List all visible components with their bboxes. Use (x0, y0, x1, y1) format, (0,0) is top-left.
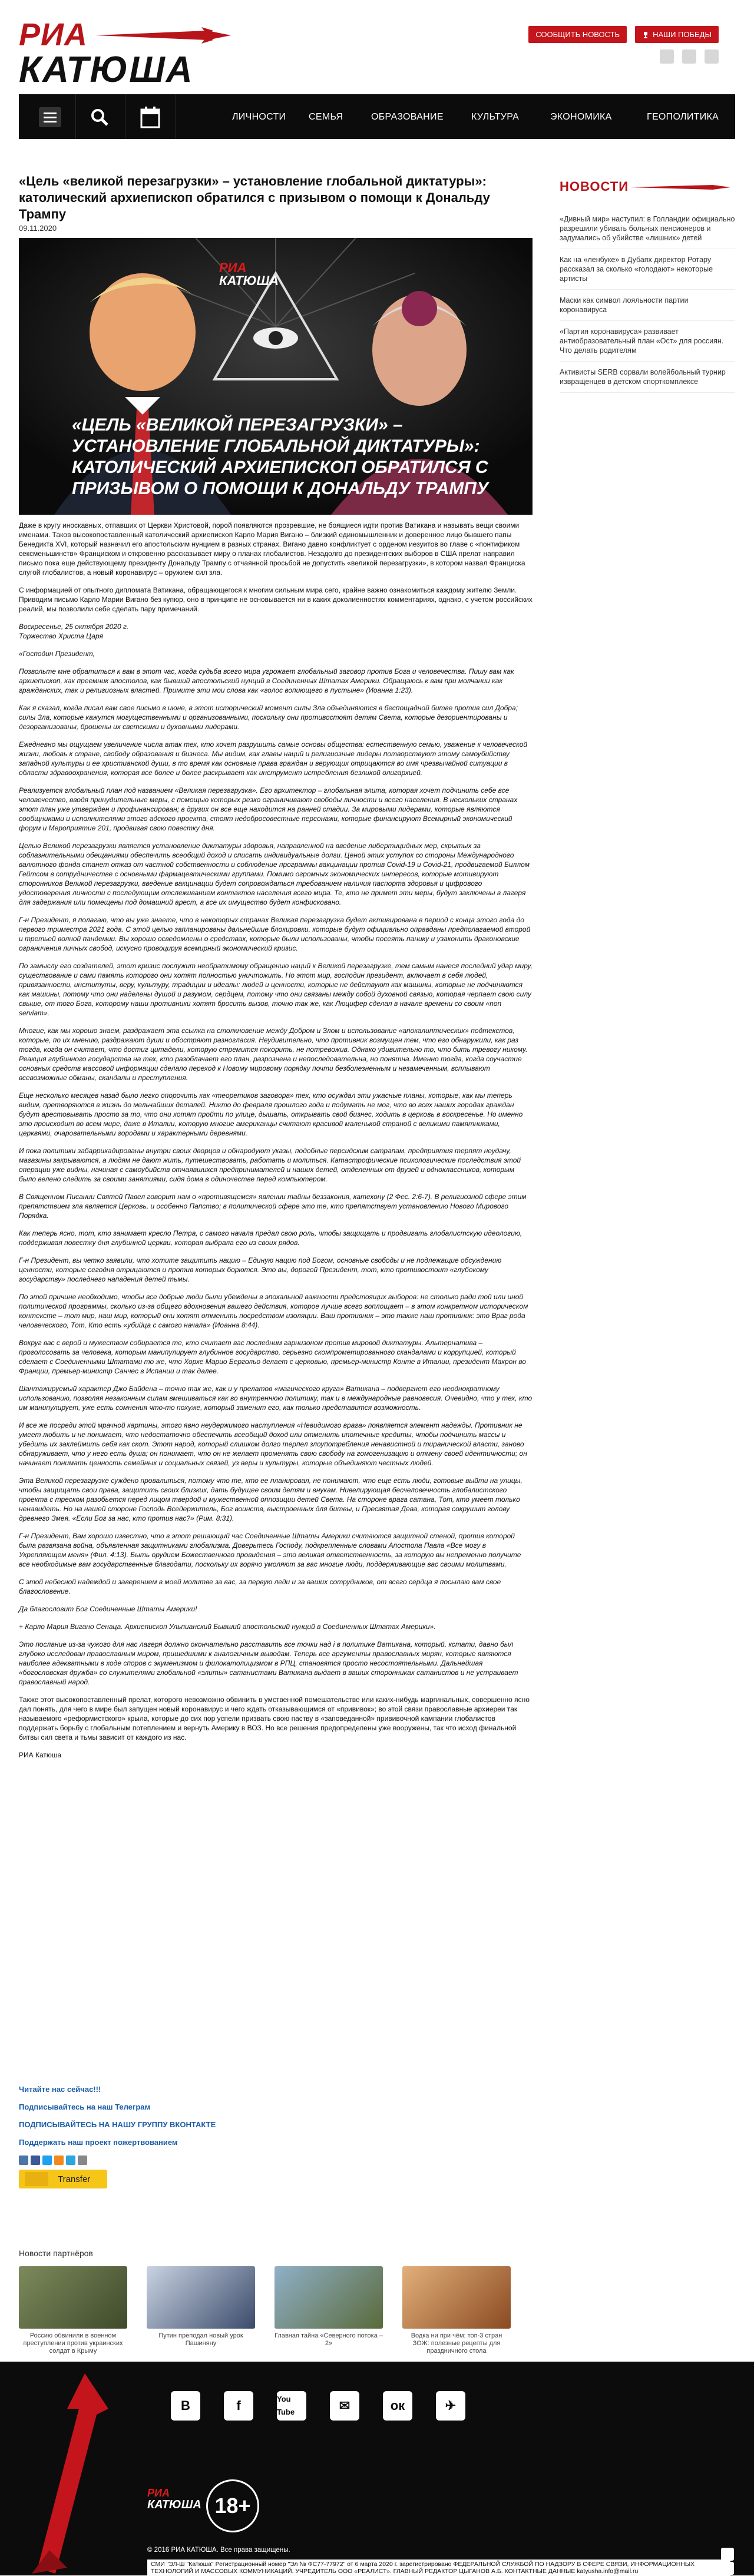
read-us-link[interactable]: Читайте нас сейчас!!! (19, 2085, 101, 2094)
hero-brand-line2: КАТЮША (219, 273, 279, 288)
partner-caption: Путин преподал новый урок Пашиняну (158, 2332, 243, 2347)
hero-caption: «ЦЕЛЬ «ВЕЛИКОЙ ПЕРЕЗАГРУЗКИ» – УСТАНОВЛЕНИЕ ГЛОБАЛЬНОЙ ДИКТАТУРЫ»: КАТОЛИЧЕСКИЙ АРХИЕПИСКОП ОБРАТИЛСЯ С ПРИЗЫВОМ О ПОМОЩИ К ДОНАЛЬДУ ТРАМПУ (72, 415, 489, 498)
sidebar-news-item[interactable]: Активисты SERB сорвали волейбольный турнир извращенцев в детском спорткомплексе (560, 362, 735, 393)
article-paragraph: «Господин Президент, (19, 650, 95, 658)
article-paragraph: Как теперь ясно, тот, кто занимает кресло Петра, с самого начала предал свою роль, чтобы защищать и продвигать глобалистскую идеологию, поддерживая повестку дня глубинной церкви, которая выбрала его из своих рядов. (19, 1229, 522, 1247)
rocket-icon (14, 2373, 132, 2574)
top-actions (528, 26, 719, 43)
article-paragraph: И пока политики забаррикадированы внутри своих дворцов и обнародуют указы, подобные персидским сатрапам, предприятия терпят неудачу, магазины закрываются, а людям не дают жить, путешествовать, работать и молиться. Катастрофические психологические последствия этой операции уже видны, начиная с самоубийств отчаявшихся предпринимателей и наших детей, отделенных от друзей и одноклассников, которым было велено следить за своими занятиями, сидя дома в одиночестве перед компьютером. (19, 1147, 521, 1183)
footer-facebook-icon[interactable]: f (224, 2391, 253, 2421)
article-paragraph: Воскресенье, 25 октября 2020 г. Торжество Христа Царя (19, 623, 129, 640)
site-header (0, 0, 754, 88)
donate-link[interactable]: Поддержать наш проект пожертвованием (19, 2138, 178, 2147)
footer-counter-icon[interactable] (721, 2562, 734, 2575)
sidebar-news-item[interactable]: Маски как символ лояльности партии коронавируса (560, 290, 735, 321)
partner-caption: Россию обвинили в военном преступлении против украинских солдат в Крыму (23, 2332, 123, 2355)
partners-list (19, 2266, 531, 2355)
footer-logo[interactable] (147, 2487, 201, 2523)
article-date: 09.11.2020 (19, 224, 57, 233)
article-paragraph: Г-н Президент, вы четко заявили, что хотите защитить нацию – Единую нацию под Богом, основные свободы и не подлежащие обсуждению ценности, которые сегодня отрицаются и против которых борются. Это вы, дорогой Президент, тот, кто противостоит «глубокому государству» последнего нападения детей тьмы. (19, 1256, 502, 1283)
article-paragraph: Да благословит Бог Соединенные Штаты Америки! (19, 1605, 197, 1613)
partner-thumbnail (19, 2266, 127, 2329)
article-paragraph: Как я сказал, когда писал вам свое письмо в июне, в этот исторический момент силы Зла объединяются в беспощадной битве против сил Добра; силы Зла, которые кажутся могущественными и организованными, поскольку они противостоят детям Света, которые дезориентированы и дезорганизованы, брошены их светскими и духовными лидерами. (19, 704, 518, 731)
transfer-button[interactable] (19, 2170, 107, 2188)
article-paragraph: Реализуется глобальный план под названием «Великая перезагрузка». Его архитектор – глобальная элита, которая хочет подчинить себе все человечество, вводя принудительные меры, с помощью которых резко ограничивают свободы личности и всего населения. В нескольких странах этот план уже утвержден и профинансирован; в других он все еще находится на ранней стадии. За мировыми лидерами, которые являются сообщниками и исполнителями этого адского проекта, стоят недобросовестные персонажи, которые финансируют Всемирный экономический форум и Мероприятие 201, продвигая свою повестку дня. (19, 786, 518, 832)
our-victories-label: НАШИ ПОБЕДЫ (653, 30, 712, 39)
article-paragraph: Позвольте мне обратиться к вам в этот час, когда судьба всего мира угрожает глобальный заговор против Бога и человечества. Пишу вам как архиепископ, как преемник апостолов, как бывший апостольский нунций в Соединенных Штатах Америки. Обращаюсь к вам при молчании как гражданских, так и религиозных властей. Примите эти мои слова как «голос вопиющего в пустыне» (Иоанна 1:23). (19, 667, 514, 694)
nav-item-culture[interactable]: КУЛЬТУРА (471, 112, 520, 122)
transfer-label: Transfer (58, 2174, 91, 2184)
article-paragraph: Даже в кругу иноскавных, отпавших от Церкви Христовой, порой появляются прозревшие, не боящиеся идти против Ватикана и называть вещи своими именами. Таков высокопоставленный католический архиепископ Карло Мария Вигано – близкий единомышленник и доверенное лицо бывшего папы Бенедикта XVI, который назначил его апостольским нунцием в разных странах. Вигано давно конфликтует с орденом иезуитов во главе с «понтификом сексменьшинств» Франциском и откровенно рассказывает миру о планах глобалистов. Незадолго до президентских выборов в США прелат направил письмо пока еще действующему президенту Дональду Трампу с отчаянной просьбой не допустить «великой перезагрузки», в котором назвал Франциска слугой глобалистов, а новый коронавирус – оружием сил зла. (19, 521, 525, 577)
share-buttons (19, 2156, 87, 2165)
nav-item-family[interactable]: СЕМЬЯ (309, 112, 343, 122)
article-paragraph: С информацией от опытного дипломата Ватикана, обращающегося к многим сильным мира сего, крайне важно ознакомиться каждому жителю Земли. Приводим письмо Карло Марии Вигано без купюр, оно в принципе не основывается ни в каких доколиенностях комментариях, однако, с учетом российских реалий, мы позволили себе сделать пару примечаний. (19, 586, 533, 613)
footer-logo-line2: КАТЮША (147, 2498, 201, 2511)
article-paragraph: Шантажируемый характер Джо Байдена – точно так же, как и у прелатов «магического круга» Ватикана – подвергнет его неоднократному использованию, позволяя незаконным силам вмешиваться как во внутреннюю политику, так и в международные равновесия. Очевидно, что у тех, кто им манипулирует, уже есть сомнения что-то похуже, который заменит его, как только представится возможность. (19, 1385, 533, 1412)
share-vk-icon[interactable] (19, 2156, 28, 2165)
site-logo[interactable] (19, 19, 237, 90)
partner-caption: Водка ни при чём: топ-3 стран ЗОЖ: полезные рецепты для праздничного стола (411, 2332, 502, 2355)
hero-brand-logo (219, 261, 279, 287)
article-paragraph: Г-н Президент, я полагаю, что вы уже знаете, что в некоторых странах Великая перезагрузка будет активирована в период с конца этого года до первого триместра 2021 года. С этой целью запланированы дальнейшие блокировки, которые будут официально оправданы предполагаемой второй и третьей волной пандемии. Вы хорошо осведомлены о средствах, которые были использованы, чтобы посеять панику и узаконить драконовские ограничения личных свобод, искусно провоцируя всемирный экономический кризис. (19, 916, 531, 952)
share-ok-icon[interactable] (54, 2156, 64, 2165)
vk-group-link[interactable]: ПОДПИСЫВАЙТЕСЬ НА НАШУ ГРУППУ ВКОНТАКТЕ (19, 2120, 216, 2129)
footer-registration: СМИ "ЭЛ-Ш "Катюша" Регистрационный номер "Эл № ФС77-77972" от 6 марта 2020 г. зарегистрировано ФЕДЕРАЛЬНОЙ СЛУЖБОЙ ПО НАДЗОРУ В СФЕРЕ СВЯЗИ, ИНФОРМАЦИОННЫХ ТЕХНОЛОГИЙ И МАССОВЫХ КОММУНИКАЦИЙ. УЧРЕДИТЕЛЬ ООО «РЕАЛИСТ». ГЛАВНЫЙ РЕДАКТОР ЦЫГАНОВ А.Б. КОНТАКТНЫЕ ДАННЫЕ katyusha.info@mail.ru (147, 2560, 730, 2576)
article-hero-image (19, 238, 533, 515)
article-signature: РИА Катюша (19, 1751, 62, 1759)
partner-thumbnail (147, 2266, 255, 2329)
footer-telegram-icon[interactable]: ✈ (436, 2391, 465, 2421)
article-paragraph: И все же посреди этой мрачной картины, этого явно неудержимого наступления «Невидимого врага» появляется элемент надежды. Противник не умеет любить и не понимает, что недостаточно обеспечить всеобщий доход или отменить ипотечные кредиты, чтобы подчинить массы и убедить их заклеймить себя как скот. Этот народ, который слишком долго терпел злоупотребления ненавистной и тиранической власти, заново обнаруживает, что у него есть душа; он понимает, что он не желает променять свою свободу на гомогенизацию и отмену своей идентичности; он начинает понимать ценность семейных и социальных связей, уз веры и культуры, которые объединяют честных людей. (19, 1421, 527, 1467)
partner-item[interactable] (275, 2266, 383, 2355)
rocket-icon (630, 183, 730, 192)
logo-line-1: РИА (19, 17, 88, 52)
trophy-icon (642, 31, 649, 38)
share-telegram-icon[interactable] (66, 2156, 75, 2165)
article-paragraph: С этой небесной надеждой и заверением в моей молитве за вас, за первую леди и за ваших сотрудников, от всего сердца я посылаю вам свое благословение. (19, 1578, 501, 1595)
sidebar-news-item[interactable]: «Партия коронавируса» развивает антиобразовательный план «Ост» для россиян. Что делать родителям (560, 321, 735, 362)
footer-logo-line1: РИА (147, 2487, 170, 2499)
header-social-links (660, 49, 719, 64)
partner-item[interactable] (147, 2266, 255, 2355)
share-email-icon[interactable] (78, 2156, 87, 2165)
partner-thumbnail (402, 2266, 511, 2329)
share-facebook-icon[interactable] (31, 2156, 40, 2165)
nav-item-geopolitics[interactable]: ГЕОПОЛИТИКА (647, 112, 719, 122)
partner-thumbnail (275, 2266, 383, 2329)
article-body (19, 521, 533, 1768)
hero-brand-line1: РИА (219, 260, 247, 275)
footer-counter-icon[interactable] (721, 2548, 734, 2561)
partner-item[interactable] (19, 2266, 127, 2355)
article-paragraph: Многие, как мы хорошо знаем, раздражает эта ссылка на столкновение между Добром и Злом и использование «апокалиптических» подтекстов, которые, по их мнению, раздражают души и обостряют разногласия. Неудивительно, что противник возмущен тем, что его обнаружили, как раз тогда, когда он считает, что достиг цитадели, которую стремится покорить, не потревожив. Однако удивительно то, что бить тревогу никому. Реакция глубинного государства на тех, кто разоблачает его план, разрознена и непоследовательна, но понятна. Именно тогда, когда соучастие основных средств массовой информации сделало переход к Новому мировому порядку почти безболезненным и незамеченным, всплывают всевозможные обманы, скандалы и преступления. (19, 1027, 528, 1082)
footer-social-links (171, 2391, 465, 2421)
article-paragraph: Эта Великой перезагрузке суждено провалиться, потому что те, кто ее планировал, не понимают, что еще есть люди, готовые выйти на улицы, чтобы защищать свои права, защитить своих близких, дать будущее своим детям и внукам. Нивелирующая бесчеловечность глобалистского проекта с треском разобьется перед лицом твердой и мужественной оппозиции детей Света. На стороне врага сатана, Тот, кто умеет только ненавидеть. Но на нашей стороне Господь Вседержитель, Бог воинств, выстроенных для битвы, и Пресвятая Дева, которая сокрушит голову древнего Змея. «Если Бог за нас, кто против нас?» (Рим. 8:31). (19, 1476, 522, 1522)
age-rating-badge: 18+ (206, 2479, 259, 2532)
nav-item-education[interactable]: ОБРАЗОВАНИЕ (371, 112, 444, 122)
article-paragraph: Вокруг вас с верой и мужеством собирается те, кто считает вас последним гарнизоном против мировой диктатуры. Альтернатива – проголосовать за человека, которым манипулирует глубинное государство, серьезно скомпрометированного скандалами и коррупцией, который сделает с Соединенными Штатами то же, что Хорхе Марио Бергольо делает с церковью, премьер-министр Конте в Италии, президент Макрон во Франции, премьер-министр Санчес в Испании и так далее. (19, 1339, 526, 1375)
ok-icon[interactable] (682, 49, 696, 64)
vk-icon[interactable] (660, 49, 674, 64)
report-news-button[interactable]: СООБЩИТЬ НОВОСТЬ (528, 26, 627, 43)
footer-vk-icon[interactable]: В (171, 2391, 200, 2421)
telegram-icon[interactable] (705, 49, 719, 64)
article-paragraph: Ежедневно мы ощущаем увеличение числа атак тех, кто хочет разрушить самые основы общества: естественную семью, уважение к человеческой жизни, любовь к стране, свободу образования и бизнеса. Мы видим, как главы наций и религиозные лидеры потворствуют этому самоубийству западной культуры и ее христианской души, в то время как основные права граждан и верующих отрицаются во имя чрезвычайной ситуации в области здравоохранения, которая все более и более раскрывает как инструмент истребления безликой олигархией. (19, 740, 528, 777)
article-paragraph: Это послание из-за чужого для нас лагеря должно окончательно расставить все точки над i в политике Ватикана, который, кстати, давно был глубоко исследован православным миром, пришедшими к аналогичным выводам. Теперь все аргументы православных мирян, которые являются наиболее адекватными в ходе споров с экуменизмом и филокатолицизмом в РПЦ, становятся просто несостоятельными. Дальнейшая «богословская дружба» со служителями глобальной «элиты» сатанистами Ватикана выдает в ваших сторонниках сатанистов и не устраивает православный народ. (19, 1640, 518, 1686)
article-paragraph: Г-н Президент, Вам хорошо известно, что в этот решающий час Соединенные Штаты Америки считаются защитной стеной, против которой была развязана война, объявленная защитниками глобализма. Доверьтесь Господу, подкрепленные словами Апостола Павла «Все могу в Укрепляющем меня» (Фил. 4:13). Быть орудием Божественного провидения – это великая ответственность, за которую вы непременно получите все необходимые вам государственные благодати, поскольку их горячо умоляют за вас многие люди, поддерживающие вас своими молитвами. (19, 1532, 521, 1568)
article-paragraph: По этой причине необходимо, чтобы все добрые люди были убеждены в эпохальной важности предстоящих выборов: не столько ради той или иной политической программы, сколько из-за общего вдохновения вашего действия, которое лучше всего воплощает – в этом конкретном историческом контексте – тот мир, наш мир, который они хотят отменить посредством изоляции. Ваш противник – это также наш противник: это Враг рода человеческого, Тот, Кто есть «убийца с самого начала» (Иоанна 8:44). (19, 1293, 528, 1329)
sidebar-title: НОВОСТИ (560, 179, 629, 194)
partner-caption: Главная тайна «Северного потока –2» (275, 2332, 383, 2347)
sidebar-news-item[interactable]: «Дивный мир» наступил: в Голландии официально разрешили убивать больных пенсионеров и задумались об убийстве «лишних» детей (560, 208, 735, 249)
footer-youtube-icon[interactable]: You Tube (277, 2391, 306, 2421)
partner-item[interactable] (402, 2266, 511, 2355)
nav-item-economy[interactable]: ЭКОНОМИКА (550, 112, 612, 122)
partners-title: Новости партнёров (19, 2249, 93, 2258)
sidebar-news-item[interactable]: Как на «ленбуке» в Дубаях директор Ротару рассказал за сколько «голодают» некоторые артисты (560, 249, 735, 290)
article-title: «Цель «великой перезагрузки» – установление глобальной диктатуры»: католический архиепископ обратился с призывом о помощи к Дональду Трампу (19, 174, 490, 221)
main-nav (19, 94, 735, 139)
rocket-icon (95, 25, 231, 46)
article-paragraph: По замыслу его создателей, этот кризис послужит необратимому обращению наций к Великой перезагрузке, тем самым нанеся последний удар миру, существование и сами память которого они хотят полностью уничтожить. Но этот мир, господин президент, включает в себя людей, привязанности, институты, веру, культуру, традиции и идеалы: людей и ценности, которые не действуют как машины, которые не подчиняются как машины, потому что они наделены душой и разумом, сердцем, потому что они связаны между собой духовной связью, которая черпает свою силу свыше, от того Бога, которому наши противники хотят бросить вызов, точно так же, как Люцифер сделал в начале времени со своим «non serviam». (19, 962, 533, 1017)
our-victories-button[interactable] (635, 26, 719, 43)
footer-copyright: © 2016 РИА КАТЮША. Все права защищены. (147, 2547, 290, 2554)
share-twitter-icon[interactable] (42, 2156, 52, 2165)
telegram-link[interactable]: Подписывайтесь на наш Телеграм (19, 2102, 151, 2111)
sidebar-news-list (560, 208, 735, 393)
footer-email-icon[interactable]: ✉ (330, 2391, 359, 2421)
nav-item-personalities[interactable]: ЛИЧНОСТИ (232, 112, 286, 122)
logo-line-2: КАТЮША (19, 49, 194, 90)
article-paragraph: В Священном Писании Святой Павел говорит нам о «противящемся» явлении тайны беззакония, катехону (2 Фес. 2:6-7). В религиозной сфере этим препятствием зла является Церковь, и особенно Папство; в политической сфере это те, кто препятствует установлению Нового Мирового Порядка. (19, 1193, 527, 1220)
footer-ok-icon[interactable]: ок (383, 2391, 412, 2421)
site-footer (0, 2362, 754, 2575)
article-paragraph: Еще несколько месяцев назад было легко опорочить как «теоретиков заговора» тех, кто осуждал эти ужасные планы, которые, как мы теперь видим, претворяются в жизнь до мельчайших деталей. Никто до февраля прошлого года и подумать не мог, что во всех наших городах граждан будут арестовывать просто за то, что они хотят пройти по улице, дышать, открывать свой бизнес, ходить в церковь в воскресенье. Но именно это происходит во всем мире, даже в Италии, которую многие американцы считают красивой маленькой страной с великими памятниками, церквями, очаровательными городами и характерными деревнями. (19, 1091, 523, 1137)
article-paragraph: + Карло Мария Вигано Сенаца. Архиепископ Ульпианский Бывший апостольский нунций в Соединенных Штатах Америки». (19, 1623, 436, 1631)
article-paragraph: Целью Великой перезагрузки является установление диктатуры здоровья, направленной на введение либертицидных мер, скрытых за соблазнительными обещаниями обеспечить всеобщий доход и списать индивидуальные долги. Ценой этих уступок со стороны Международного валютного фонда станет отказ от частной собственности и соблюдение программы вакцинации против Covid-19 и Covid-21, продвигаемой Биллом Гейтсом в сотрудничестве с основными фармацевтическими группами. Помимо огромных экономических интересов, которые мотивируют сторонников Великой перезагрузки, введение вакцинации будет сопровождаться требованием наличия паспорта здоровья и цифрового удостоверения личности с последующим отслеживанием контактов населения всего мира. Те, кто не примет эти меры, будут заключены в лагеря для задержания или помещены под домашний арест, а все их имущество будет конфисковано. (19, 842, 530, 906)
article-paragraph: Также этот высокопоставленный прелат, которого невозможно обвинить в умственной помешательстве или каких-нибудь маргинальных, совершенно ясно дал понять, для чего в мире был запущен новый коронавирус и чего ждать отказывающимся от «прививок»; во этой связи православные архиереи так называемого «реформистского» крыла, которые до сих пор успели призвать свою паству в «заповеданной» прививочной кампании глобалистов поддержать борьбу с глобальным потеплением и вернуть Америку в ВОЗ. Но все решения предопределены уже вооружены, так что исход финальной битвы сил света и тьмы зависит от каждого из нас. (19, 1696, 530, 1741)
wallet-icon (25, 2172, 48, 2186)
